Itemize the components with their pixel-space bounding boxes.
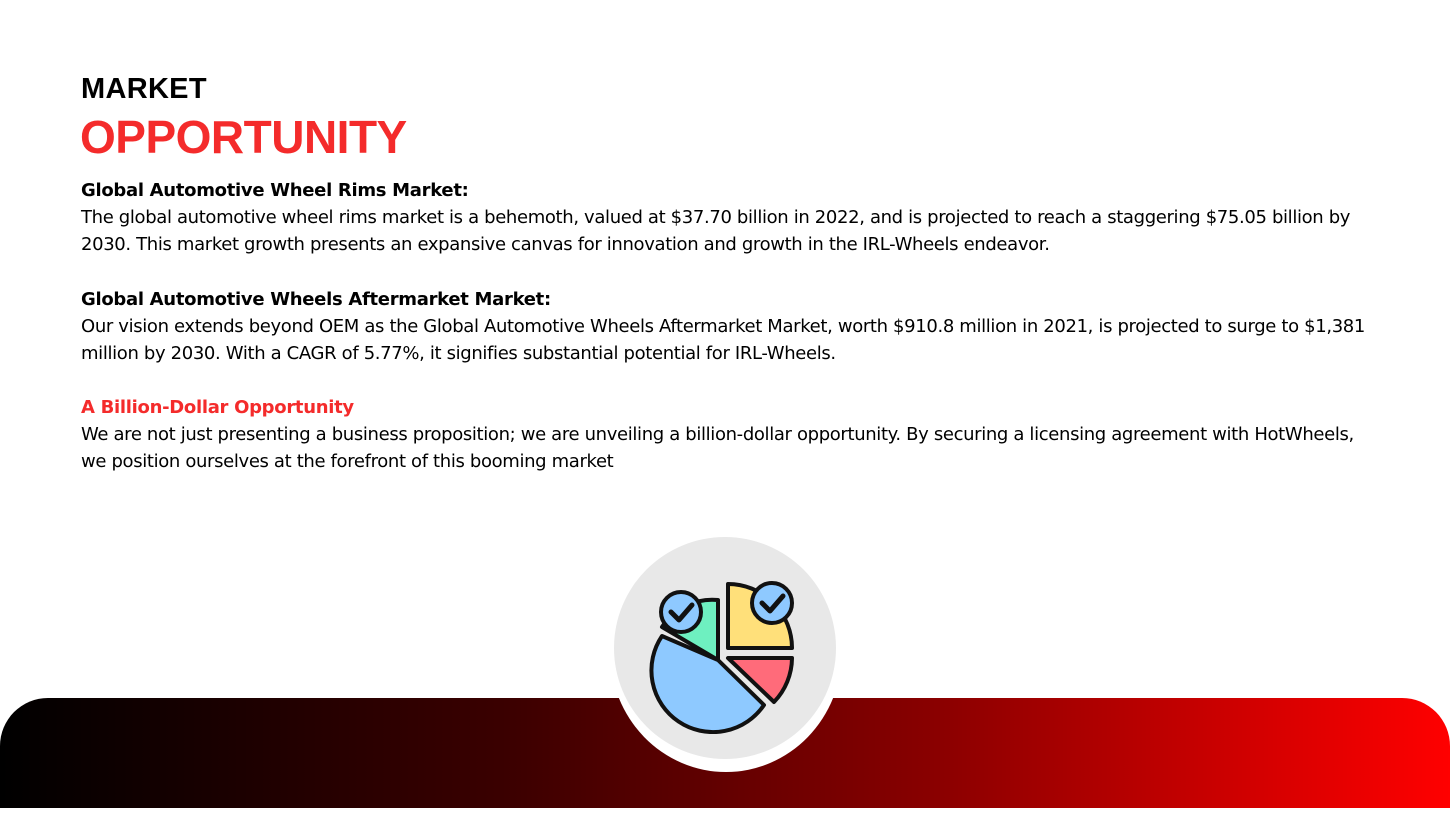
section-text: We are not just presenting a business proposition; we are unveiling a billion-dollar opportunity. By securing a licensing agreement with HotWheels, we position ourselves at the forefront of this booming market	[81, 424, 1354, 473]
title-opportunity: OPPORTUNITY	[80, 111, 407, 163]
section-wheel-rims	[81, 177, 1381, 259]
section-aftermarket	[81, 286, 1381, 368]
pie-chart-check-icon	[644, 572, 806, 734]
title-market: MARKET	[81, 73, 207, 105]
section-text: Our vision extends beyond OEM as the Global Automotive Wheels Aftermarket Market, worth $910.8 million in 2021, is projected to surge to $1,381 million by 2030. With a CAGR of 5.77%, it signifies substantial potential for IRL-Wheels.	[81, 315, 1366, 364]
section-text: The global automotive wheel rims market is a behemoth, valued at $37.70 billion in 2022, and is projected to reach a staggering $75.05 billion by 2030. This market growth presents an expansive canvas for innovation and growth in the IRL-Wheels endeavor.	[81, 207, 1351, 256]
section-heading: A Billion-Dollar Opportunity	[81, 397, 354, 419]
content-body	[81, 177, 1381, 503]
section-heading: Global Automotive Wheel Rims Market:	[81, 180, 469, 201]
section-heading: Global Automotive Wheels Aftermarket Market:	[81, 288, 551, 310]
section-billion-dollar	[81, 394, 1381, 476]
